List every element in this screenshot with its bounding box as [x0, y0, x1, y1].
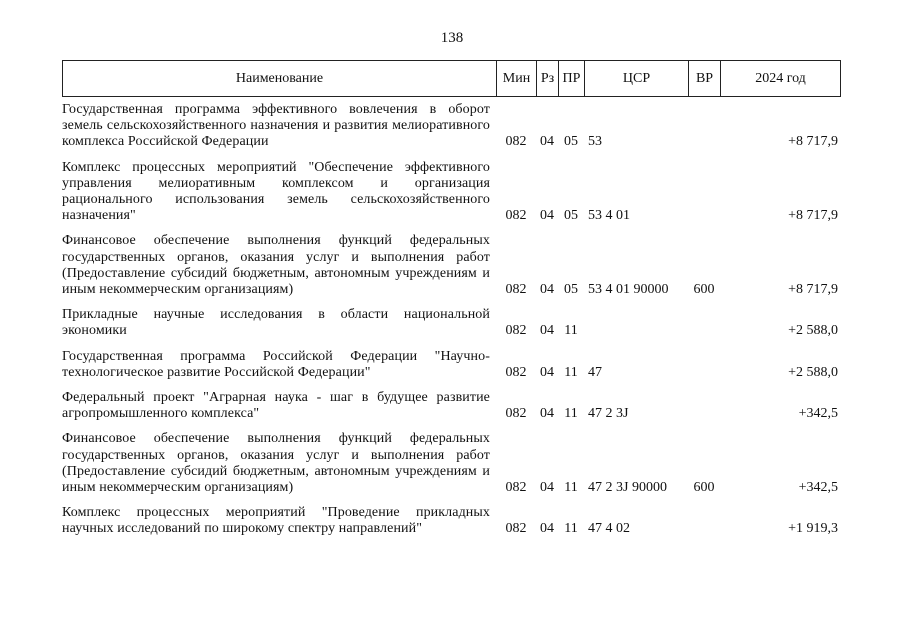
table-row: [62, 307, 840, 339]
row-amount: +342,5: [798, 406, 838, 422]
row-min: 082: [505, 521, 527, 537]
row-rz: 04: [540, 406, 554, 422]
row-min: 082: [505, 323, 527, 339]
row-name: Прикладные научные исследования в области национальной экономики: [62, 307, 490, 339]
table-row: [62, 160, 840, 225]
row-rz: 04: [540, 134, 554, 150]
row-min: 082: [505, 208, 527, 224]
row-rz: 04: [540, 323, 554, 339]
table-row: [62, 102, 840, 151]
header-rz: Рз: [537, 61, 559, 97]
row-rz: 04: [540, 282, 554, 298]
table-header: [62, 60, 841, 97]
row-amount: +342,5: [798, 480, 838, 496]
row-pr: 11: [564, 480, 578, 496]
row-pr: 05: [564, 134, 578, 150]
row-amount: +1 919,3: [788, 521, 838, 537]
table-row: [62, 390, 840, 422]
header-min: Мин: [497, 61, 537, 97]
row-name: Комплекс процессных мероприятий "Обеспечение эффективного управления мелиоративным комплексом и организация рационального использования земель сельскохозяйственного назначения": [62, 159, 490, 224]
row-pr: 11: [564, 364, 578, 380]
table-row: [62, 349, 840, 381]
table-row: [62, 431, 840, 496]
table-row: [62, 233, 840, 298]
row-amount: +2 588,0: [788, 323, 838, 339]
header-year: 2024 год: [721, 61, 841, 97]
row-vr: 600: [693, 480, 715, 496]
row-min: 082: [505, 364, 527, 380]
row-rz: 04: [540, 521, 554, 537]
row-min: 082: [505, 134, 527, 150]
row-vr: 600: [693, 282, 715, 298]
row-min: 082: [505, 406, 527, 422]
row-csr: 47 2 3J 90000: [588, 480, 667, 496]
row-csr: 53 4 01 90000: [588, 282, 669, 298]
row-name: Государственная программа Российской Федерации "Научно-технологическое развитие Российской Федерации": [62, 348, 490, 380]
row-csr: 47 2 3J: [588, 406, 629, 422]
row-name: Федеральный проект "Аграрная наука - шаг в будущее развитие агропромышленного комплекса": [62, 390, 490, 422]
row-pr: 11: [564, 406, 578, 422]
row-name: Комплекс процессных мероприятий "Проведение прикладных научных исследований по широкому спектру направлений": [62, 505, 490, 537]
table-row: [62, 505, 840, 537]
row-name: Финансовое обеспечение выполнения функций федеральных государственных органов, оказания услуг и выполнения работ (Предоставление субсидий бюджетным, автономным учреждениям и иным некоммерческим организациям): [62, 431, 490, 496]
row-min: 082: [505, 282, 527, 298]
table-body: [62, 102, 840, 547]
row-amount: +2 588,0: [788, 364, 838, 380]
row-rz: 04: [540, 208, 554, 224]
header-vr: ВР: [689, 61, 721, 97]
header-pr: ПР: [559, 61, 585, 97]
row-csr: 53: [588, 134, 602, 150]
row-pr: 11: [564, 323, 578, 339]
row-csr: 47 4 02: [588, 521, 630, 537]
row-amount: +8 717,9: [788, 282, 838, 298]
row-csr: 47: [588, 364, 602, 380]
row-name: Финансовое обеспечение выполнения функций федеральных государственных органов, оказания услуг и выполнения работ (Предоставление субсидий бюджетным, автономным учреждениям и иным некоммерческим организациям): [62, 233, 490, 298]
row-min: 082: [505, 480, 527, 496]
row-rz: 04: [540, 364, 554, 380]
row-pr: 05: [564, 282, 578, 298]
row-csr: 53 4 01: [588, 208, 630, 224]
header-csr: ЦСР: [585, 61, 689, 97]
row-amount: +8 717,9: [788, 134, 838, 150]
row-amount: +8 717,9: [788, 208, 838, 224]
row-pr: 11: [564, 521, 578, 537]
row-pr: 05: [564, 208, 578, 224]
row-rz: 04: [540, 480, 554, 496]
row-name: Государственная программа эффективного вовлечения в оборот земель сельскохозяйственного назначения и развития мелиоративного комплекса Российской Федерации: [62, 102, 490, 150]
header-name: Наименование: [63, 61, 497, 97]
page-number: 138: [440, 30, 464, 46]
